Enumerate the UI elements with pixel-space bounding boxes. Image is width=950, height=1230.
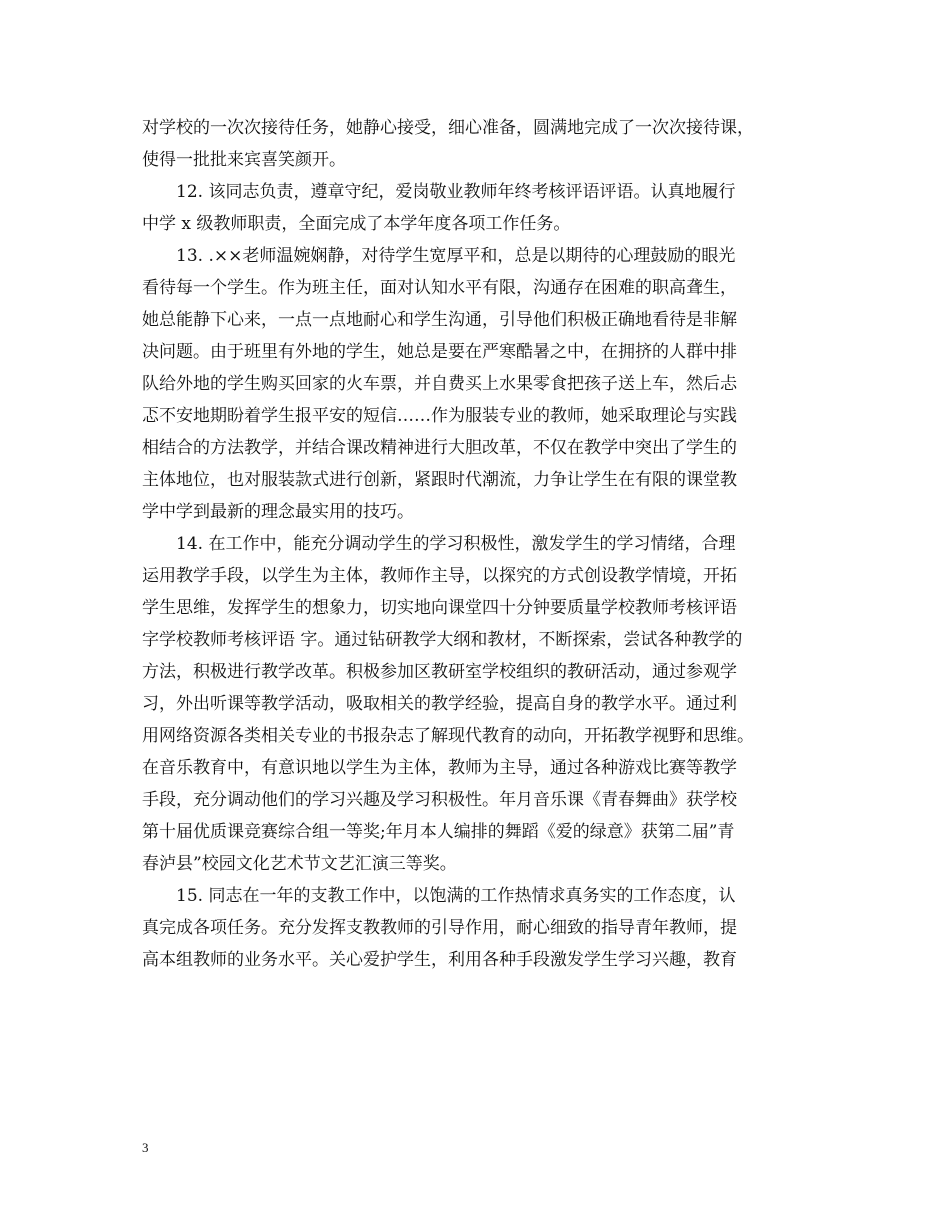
- text-line: 13. .××老师温婉娴静，对待学生宽厚平和，总是以期待的心理鼓励的眼光: [176, 246, 736, 266]
- text-line: 主体地位，也对服装款式进行创新，紧跟时代潮流，力争让学生在有限的课堂教: [142, 470, 737, 490]
- text-line: 使得一批批来宾喜笑颜开。: [142, 150, 346, 170]
- text-line: 队给外地的学生购买回家的火车票，并自费买上水果零食把孩子送上车，然后忐: [142, 374, 737, 394]
- text-line: 手段，充分调动他们的学习兴趣及学习积极性。年月音乐课《青春舞曲》获学校: [142, 790, 737, 810]
- text-line: 春泸县”校园文化艺术节文艺汇演三等奖。: [142, 854, 457, 874]
- text-line: 15. 同志在一年的支教工作中，以饱满的工作热情求真务实的工作态度，认: [176, 886, 736, 906]
- text-line: 方法，积极进行教学改革。积极参加区教研室学校组织的教研活动，通过参观学: [142, 662, 737, 682]
- text-line: 相结合的方法教学，并结合课改精神进行大胆改革，不仅在教学中突出了学生的: [142, 438, 737, 458]
- text-line: 忑不安地期盼着学生报平安的短信……作为服装专业的教师，她采取理论与实践: [142, 406, 737, 426]
- text-line: 字学校教师考核评语 字。通过钻研教学大纲和教材，不断探索，尝试各种教学的: [142, 630, 743, 650]
- text-line: 她总能静下心来，一点一点地耐心和学生沟通，引导他们积极正确地看待是非解: [142, 310, 737, 330]
- text-line: 14. 在工作中，能充分调动学生的学习积极性，激发学生的学习情绪，合理: [176, 534, 736, 554]
- text-line: 看待每一个学生。作为班主任，面对认知水平有限，沟通存在困难的职高聋生，: [142, 278, 737, 298]
- text-line: 学生思维，发挥学生的想象力，切实地向课堂四十分钟要质量学校教师考核评语: [142, 598, 737, 618]
- text-line: 中学 x 级教师职责，全面完成了本学年度各项工作任务。: [142, 214, 571, 234]
- text-line: 真完成各项任务。充分发挥支教教师的引导作用，耐心细致的指导青年教师，提: [142, 918, 737, 938]
- text-line: 对学校的一次次接待任务，她静心接受，细心准备，圆满地完成了一次次接待课，: [142, 118, 754, 138]
- text-line: 12. 该同志负责，遵章守纪，爱岗敬业教师年终考核评语评语。认真地履行: [176, 182, 736, 202]
- text-line: 在音乐教育中，有意识地以学生为主体，教师为主导，通过各种游戏比赛等教学: [142, 758, 737, 778]
- text-line: 决问题。由于班里有外地的学生，她总是要在严寒酷暑之中，在拥挤的人群中排: [142, 342, 737, 362]
- page-number: 3: [142, 1140, 149, 1155]
- text-line: 学中学到最新的理念最实用的技巧。: [142, 502, 414, 522]
- text-line: 用网络资源各类相关专业的书报杂志了解现代教育的动向，开拓教学视野和思维。: [142, 726, 754, 746]
- text-line: 高本组教师的业务水平。关心爱护学生，利用各种手段激发学生学习兴趣，教育: [142, 950, 737, 970]
- text-line: 习，外出听课等教学活动，吸取相关的教学经验，提高自身的教学水平。通过利: [142, 694, 737, 714]
- text-line: 运用教学手段，以学生为主体，教师作主导，以探究的方式创设教学情境，开拓: [142, 566, 737, 586]
- body-text: [142, 112, 832, 976]
- text-line: 第十届优质课竞赛综合组一等奖;年月本人编排的舞蹈《爱的绿意》获第二届”青: [142, 822, 735, 842]
